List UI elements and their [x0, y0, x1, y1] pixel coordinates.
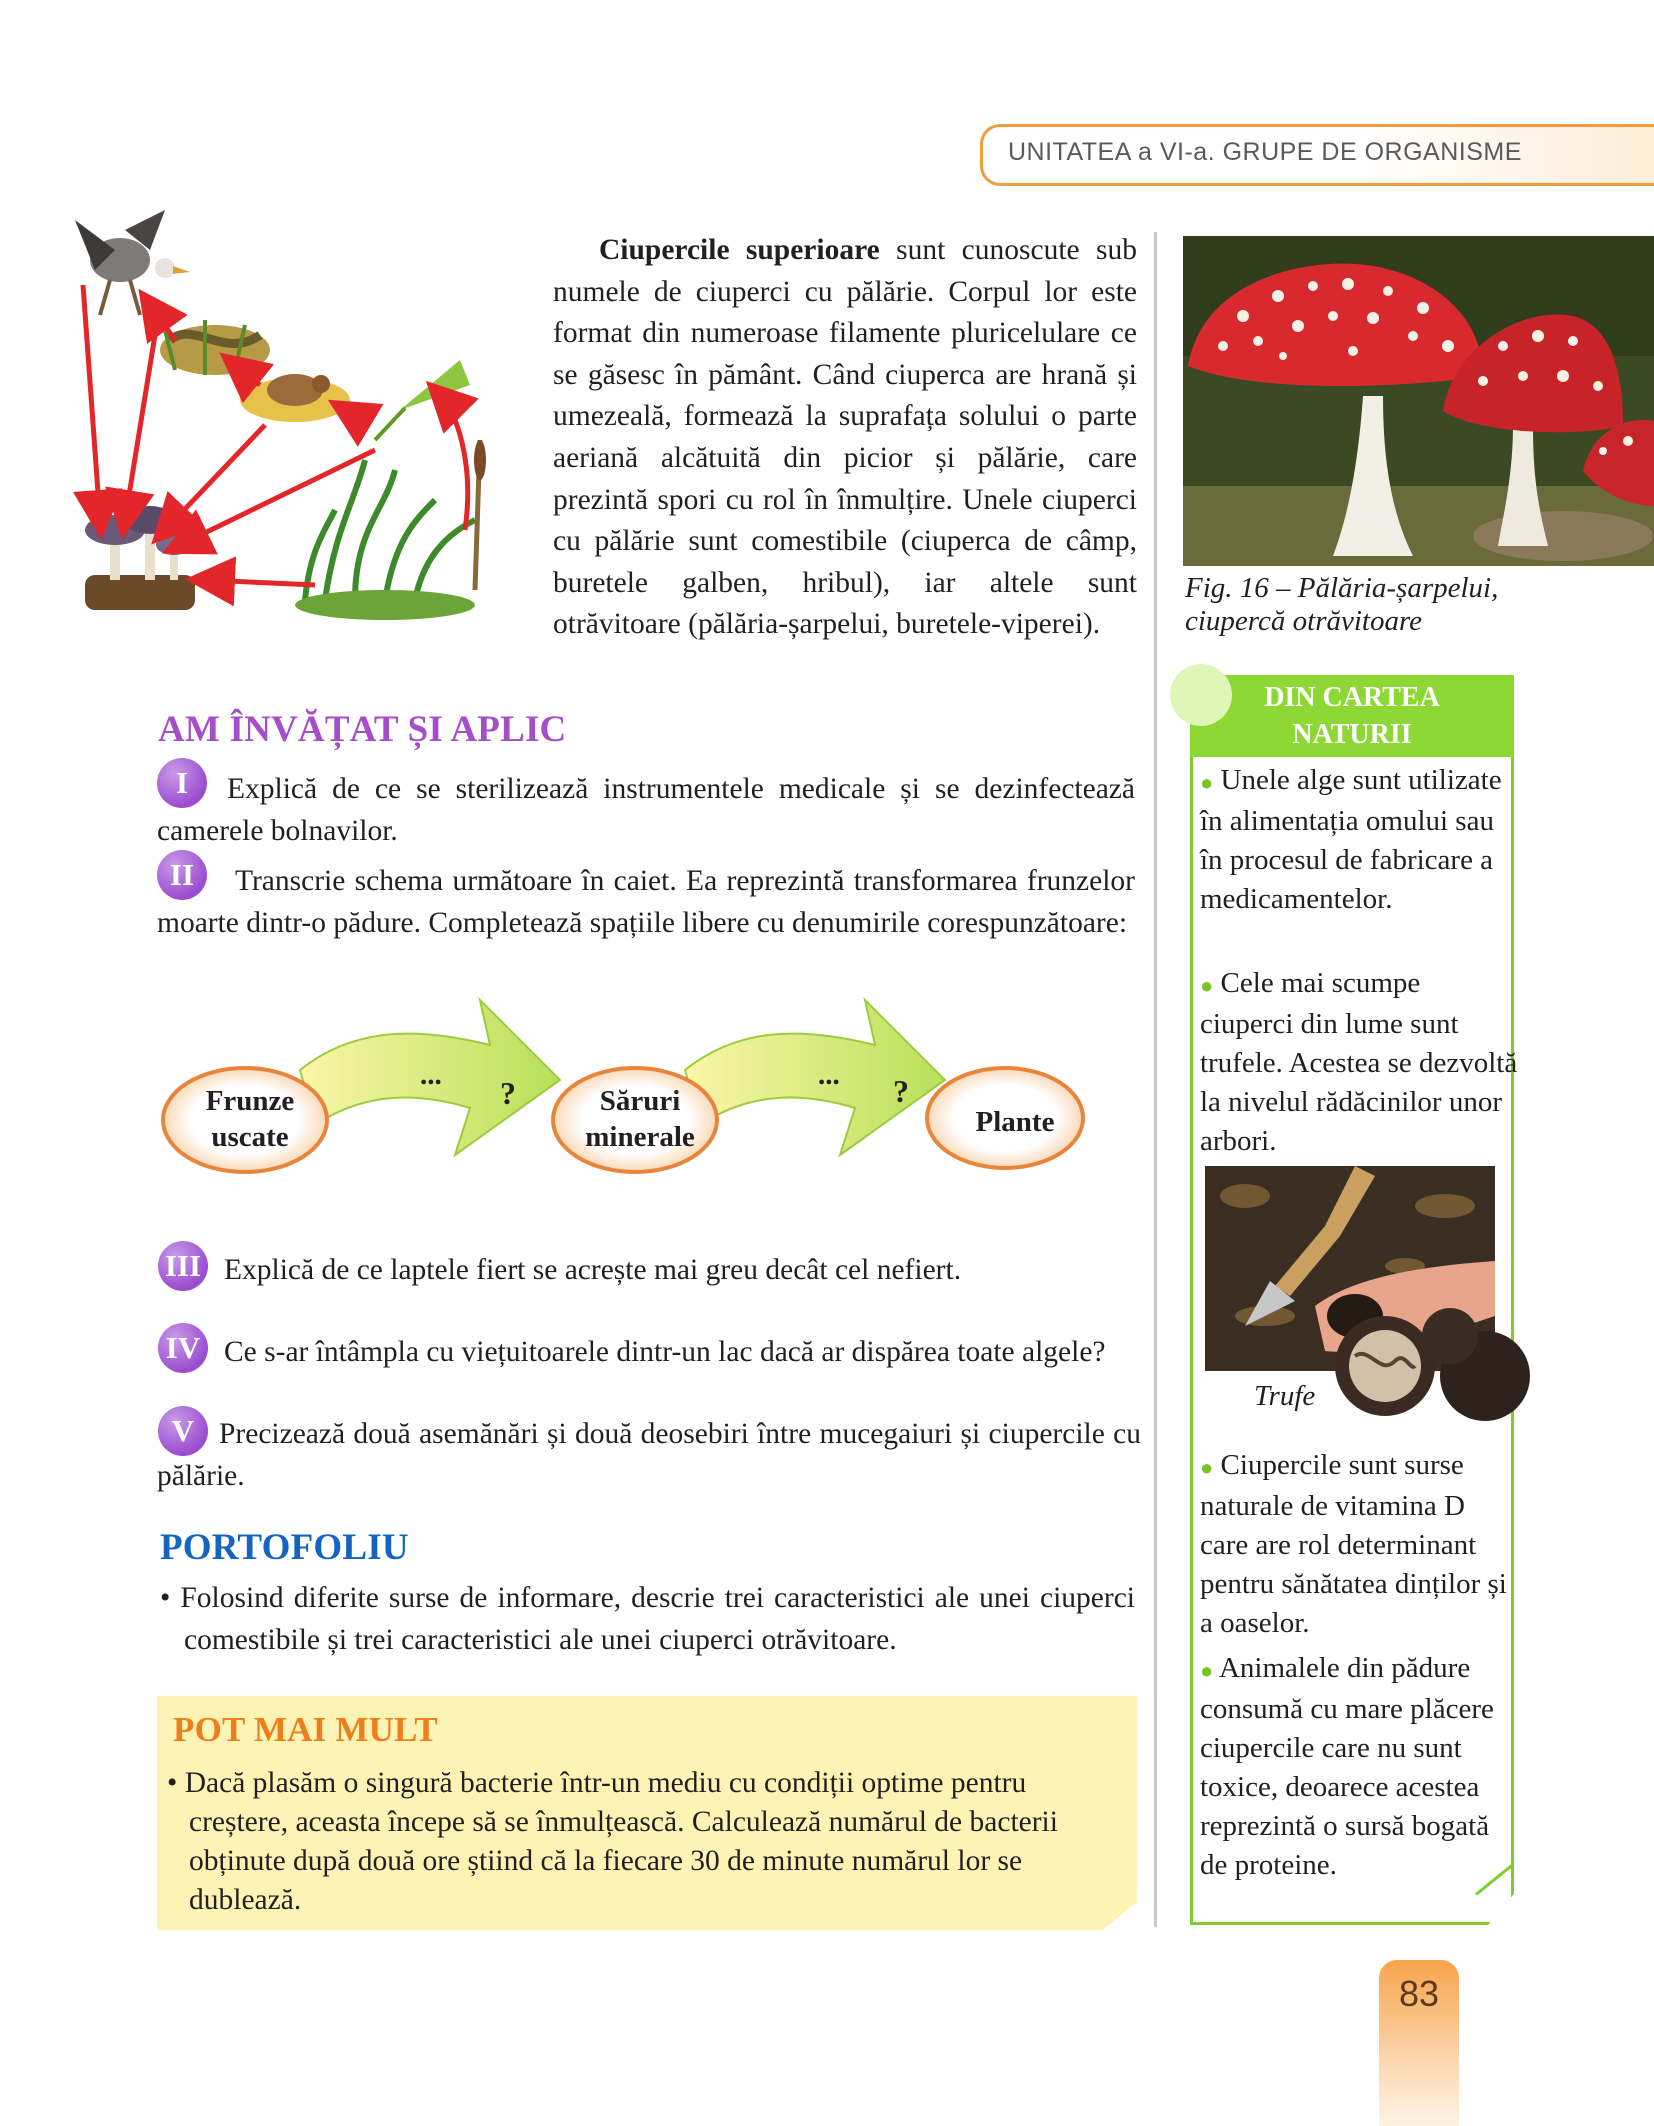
unit-title: UNITATEA a VI-a. GRUPE DE ORGANISME: [1008, 138, 1522, 166]
page-number: 83: [1398, 1973, 1440, 2014]
fact-bullet-icon: ●: [1200, 769, 1214, 795]
intro-text: sunt cunoscute sub numele de ciuperci cu pălărie. Corpul lor este format din numeroase filamente pluricelulare ce se găsesc în pământ. Când ciuperca are hrană și umezeală, formează la suprafața solului o parte aeriană alcătuită din picior și pălărie, care prezintă spori cu rol în înmulțire. Unele ciuperci cu pălărie sunt comestibile (ciuperca de câmp, buretele galben, hribul), iar altele sunt otrăvitoare (pălăria-șarpelui, buretele-viperei).: [553, 234, 1137, 641]
portofoliu-bullet: •: [160, 1582, 171, 1614]
nature-fact-1-text: Unele alge sunt utilizate în alimentația omului sau în procesul de fabricare a medicamentelor.: [1200, 764, 1502, 915]
portofoliu-body: Folosind diferite surse de informare, descrie trei caracteristici ale unei ciuperci comestibile și trei caracteristici ale unei ciuperci otrăvitoare.: [180, 1582, 1136, 1656]
arrow-1-question: ?: [500, 1075, 516, 1111]
mushrooms-illustration: [85, 506, 195, 610]
column-divider: [1154, 232, 1157, 1927]
exercise-badge-2: II: [157, 850, 207, 900]
nature-fact-1: [1200, 761, 1520, 919]
nature-fact-2-text: Cele mai scumpe ciuperci din lume sunt trufele. Acestea se dezvoltă la nivelul rădăcinilor unor arbori.: [1200, 967, 1518, 1157]
portofoliu-heading: PORTOFOLIU: [160, 1527, 409, 1568]
intro-paragraph: [553, 230, 1137, 646]
nature-fact-4: [1200, 1649, 1520, 1885]
pot-mai-mult-body: Dacă plasăm o singură bacterie într-un mediu cu condiții optime pentru creștere, aceasta începe să se înmulțească. Calculează numărul de bacterii obținute după două ore știind că la fiecare 30 de minute numărul lor se dublează.: [184, 1767, 1058, 1916]
node-label-saruri-line1: Săruri: [599, 1085, 681, 1117]
snake-illustration: [160, 320, 270, 375]
exercise-4-text: Ce s-ar întâmpla cu viețuitoarele dintr-un lac dacă ar dispărea toate algele?: [224, 1336, 1106, 1368]
node-label-saruri-line2: minerale: [585, 1121, 695, 1153]
truffle-caption: Trufe: [1254, 1380, 1316, 1412]
food-chain-illustration: [55, 200, 525, 660]
bird-illustration: [75, 210, 190, 315]
exercise-2-text: Transcrie schema următoare în caiet. Ea reprezintă transformarea frunzelor moarte dintr-o pădure. Completează spațiile libere cu denumirile corespunzătoare:: [157, 865, 1135, 939]
am-invatat-heading: AM ÎNVĂȚAT ȘI APLIC: [158, 709, 567, 750]
exercise-3-text: Explică de ce laptele fiert se acrește mai greu decât cel nefiert.: [224, 1254, 962, 1286]
side-box-decor-circle: [1170, 664, 1232, 726]
exercise-5-text: Precizează două asemănări și două deosebiri între mucegaiuri și ciupercile cu pălărie.: [157, 1418, 1141, 1492]
nature-fact-4-text: Animalele din pădure consumă cu mare plăcere ciupercile care nu sunt toxice, deoarece acestea reprezintă o sursă bogată de proteine.: [1200, 1652, 1494, 1881]
arrow-2-question: ?: [893, 1073, 909, 1109]
pot-mai-mult-text: [167, 1764, 1117, 1920]
nature-fact-2: [1200, 964, 1520, 1161]
exercise-badge-5: V: [158, 1406, 208, 1456]
figure-16-caption: Fig. 16 – Pălăria-șarpelui, ciupercă otrăvitoare: [1185, 572, 1499, 637]
exercise-badge-1: I: [157, 758, 207, 808]
exercise-badge-4: IV: [158, 1323, 208, 1373]
arrow-2-dots: ...: [818, 1059, 840, 1091]
fly-agaric-photo: [1183, 236, 1654, 566]
node-label-frunze-line2: uscate: [211, 1121, 289, 1153]
exercise-1-text: Explică de ce se sterilizează instrumentele medicale și se dezinfectează camerele bolnavilor.: [157, 773, 1135, 847]
node-label-plante: Plante: [975, 1106, 1055, 1138]
food-chain-arrows: [83, 285, 468, 585]
fact-bullet-icon: ●: [1200, 1454, 1214, 1480]
fact-bullet-icon: ●: [1200, 972, 1214, 998]
fact-bullet-icon: ●: [1200, 1657, 1214, 1683]
nature-fact-3: [1200, 1446, 1520, 1643]
node-label-frunze-line1: Frunze: [205, 1085, 295, 1117]
din-cartea-naturii-title: [1190, 675, 1514, 757]
nature-fact-3-text: Ciupercile sunt surse naturale de vitamina D care are rol determinant pentru sănătatea dinților și a oaselor.: [1200, 1449, 1507, 1639]
intro-bold-lead: Ciupercile superioare: [599, 234, 880, 266]
grass-illustration: [295, 440, 486, 620]
pot-mai-mult-bullet: •: [167, 1767, 178, 1799]
side-title-line2: NATURII: [1292, 719, 1412, 750]
arrow-1-dots: ...: [420, 1059, 442, 1091]
portofoliu-text: [160, 1578, 1135, 1661]
pot-mai-mult-heading: POT MAI MULT: [173, 1710, 438, 1749]
side-title-line1: DIN CARTEA: [1264, 682, 1440, 713]
exercise-badge-3: III: [158, 1241, 208, 1291]
